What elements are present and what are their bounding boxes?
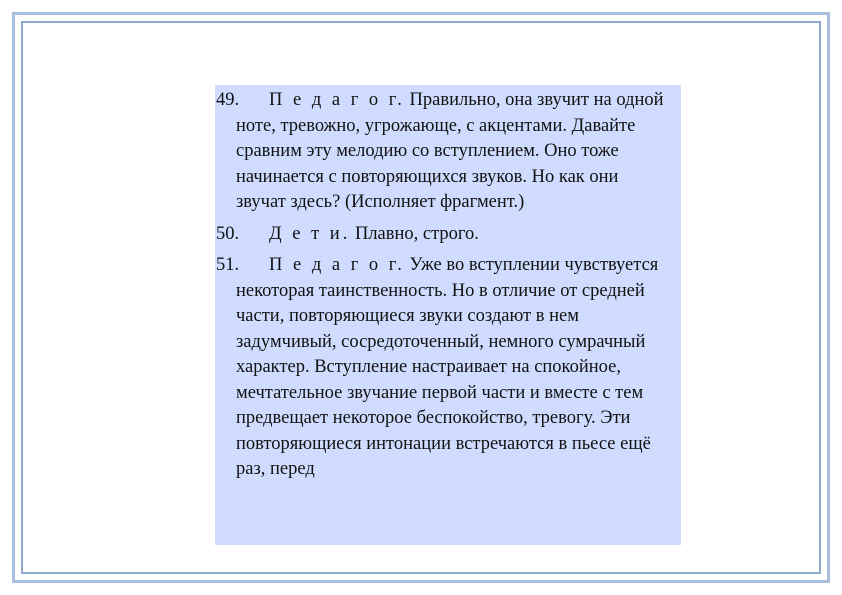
paragraph-49 <box>215 88 681 216</box>
paragraph-text: Правильно, она звучит на одной ноте, тревожно, угрожающе, с акцентами. Давайте сравним эту мелодию со вступлением. Оно тоже начинается с повторяющихся звуков. Но как они звучат здесь? (Исполняет фрагмент.) <box>236 90 664 212</box>
paragraph-number: 50. <box>216 223 240 244</box>
paragraph-number: 49. <box>216 90 240 110</box>
paragraph-50 <box>215 222 681 248</box>
paragraph-text: Уже во вступлении чувствуется некоторая таинственность. Но в отличие от средней части, повторяющиеся звуки создают в нем задумчивый, сосредоточенный, немного сумрачный характер. Вступление настраивает на спокойное, мечтательное звучание первой части и вместе с тем предвещает некоторое беспокойство, тревогу. Эти повторяющиеся интонации встречаются в пьесе ещё раз, перед <box>236 255 659 479</box>
text-box <box>215 85 681 545</box>
speaker-label: Д е т и. <box>269 223 351 244</box>
speaker-label: П е д а г о г. <box>269 90 405 110</box>
speaker-label: П е д а г о г. <box>269 255 405 275</box>
paragraph-number: 51. <box>216 255 240 275</box>
paragraph-text: Плавно, строго. <box>350 223 479 244</box>
paragraph-51 <box>215 253 681 483</box>
